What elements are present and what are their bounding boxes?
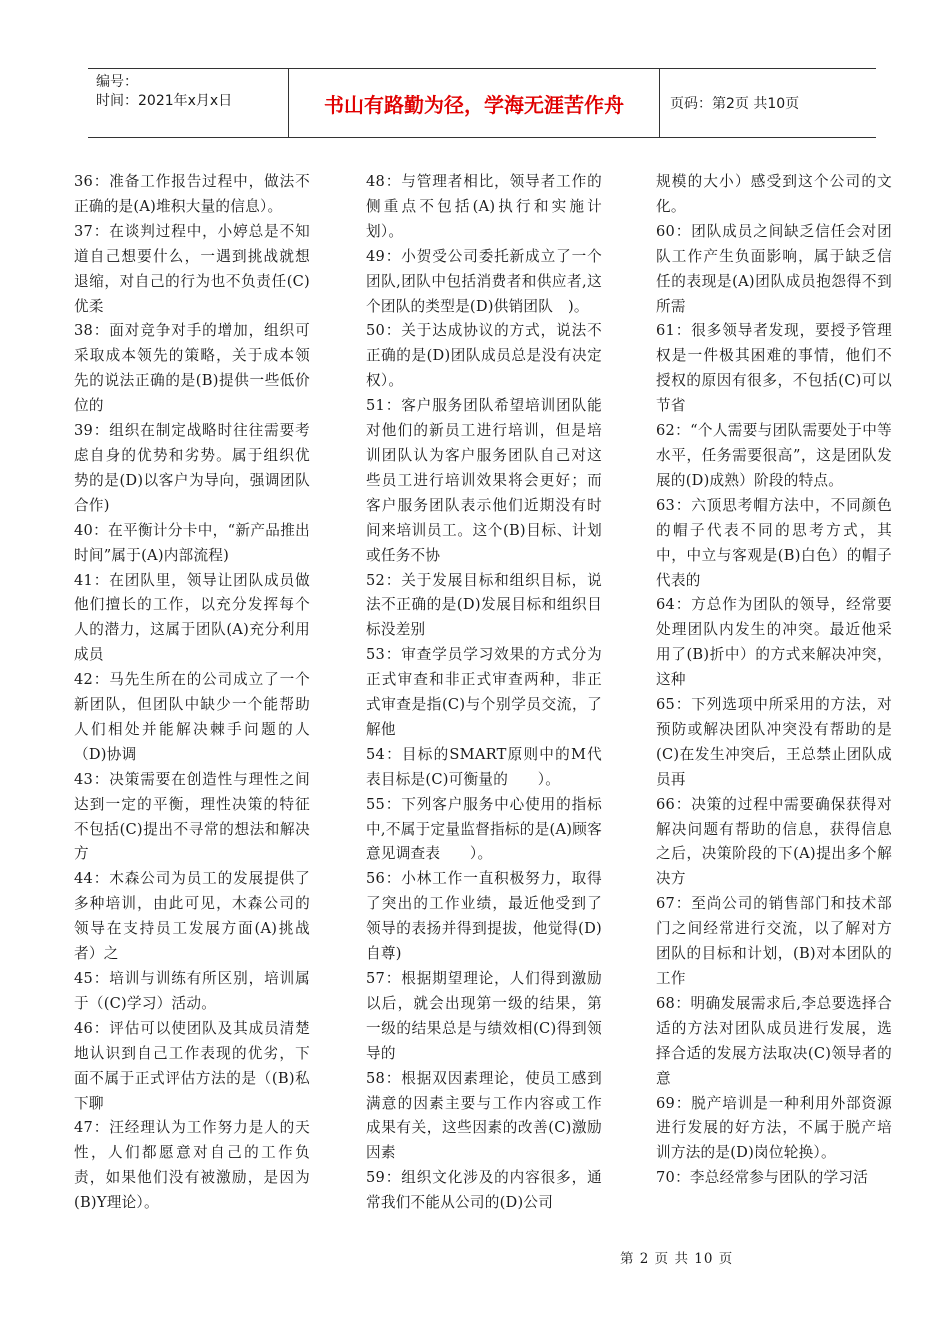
text-column-3 bbox=[656, 170, 892, 1191]
question-item: 69：脱产培训是一种利用外部资源进行发展的好方法，不属于脱产培训方法的是(D)岗位轮换）。 bbox=[656, 1094, 892, 1162]
question-item: 68：明确发展需求后,李总要选择合适的方法对团队成员进行发展，选择合适的发展方法取决(C)领导者的意 bbox=[656, 994, 892, 1087]
question-item: 36：准备工作报告过程中，做法不正确的是(A)堆积大量的信息）。 bbox=[74, 173, 310, 215]
question-item: 62：“个人需要与团队需要处于中等水平，任务需要很高”，这是团队发展的(D)成熟）阶段的特点。 bbox=[656, 422, 892, 489]
question-item: 56：小林工作一直积极努力，取得了突出的工作业绩，最近他受到了领导的表扬并得到提拔，他觉得(D)自尊) bbox=[366, 870, 602, 963]
question-item: 43：决策需要在创造性与理性之间达到一定的平衡，理性决策的特征不包括(C)提出不寻常的想法和解决方 bbox=[74, 770, 310, 863]
question-item: 47：汪经理认为工作努力是人的天性，人们都愿意对自己的工作负责，如果他们没有被激励，是因为(B)Y理论）。 bbox=[74, 1119, 310, 1212]
question-item: 54：目标的SMART原则中的M代表目标是(C)可衡量的 ）。 bbox=[366, 745, 602, 788]
document-number-label: 编号： bbox=[96, 74, 138, 90]
question-item: 48：与管理者相比，领导者工作的侧重点不包括(A)执行和实施计划）。 bbox=[366, 173, 602, 240]
question-item: 38：面对竞争对手的增加，组织可采取成本领先的策略，关于成本领先的说法正确的是(B)提供一些低价位的 bbox=[74, 322, 310, 415]
question-item: 66：决策的过程中需要确保获得对解决问题有帮助的信息，获得信息之后，决策阶段的下(A)提出多个解决方 bbox=[656, 795, 892, 888]
question-item: 51：客户服务团队希望培训团队能对他们的新员工进行培训，但是培训团队认为客户服务团队自己对这些员工进行培训效果将会更好；而客户服务团队表示他们近期没有时间来培训员工。这个(B)目标、计划或任务不协 bbox=[366, 397, 602, 564]
question-item: 46：评估可以使团队及其成员清楚地认识到自己工作表现的优劣，下面不属于正式评估方法的是（(B)私下聊 bbox=[74, 1019, 310, 1112]
question-item: 70：李总经常参与团队的学习活 bbox=[656, 1169, 869, 1187]
question-item: 57：根据期望理论，人们得到激励以后，就会出现第一级的结果，第一级的结果总是与绩效相(C)得到领导的 bbox=[366, 970, 602, 1062]
text-column-2 bbox=[366, 170, 602, 1216]
question-item: 50：关于达成协议的方式，说法不正确的是(D)团队成员总是没有决定权）。 bbox=[366, 322, 602, 390]
question-item: 规模的大小）感受到这个公司的文化。 bbox=[656, 173, 892, 215]
question-item: 55：下列客户服务中心使用的指标中,不属于定量监督指标的是(A)顾客意见调查表 ）。 bbox=[366, 795, 602, 863]
question-item: 44：木森公司为员工的发展提供了多种培训，由此可见，木森公司的领导在支持员工发展方面(A)挑战者）之 bbox=[74, 870, 310, 963]
question-item: 39：组织在制定战略时往往需要考虑自身的优势和劣势。属于组织优势的是(D)以客户为导向，强调团队合作) bbox=[74, 422, 310, 514]
question-item: 64：方总作为团队的领导，经常要处理团队内发生的冲突。最近他采用了(B)折中）的方式来解决冲突，这种 bbox=[656, 596, 892, 689]
question-item: 61：很多领导者发现，要授予管理权是一件极其困难的事情，他们不授权的原因有很多，不包括(C)可以节省 bbox=[656, 322, 892, 415]
question-item: 65：下列选项中所采用的方法，对预防或解决团队冲突没有帮助的是(C)在发生冲突后，王总禁止团队成员再 bbox=[656, 696, 892, 788]
question-item: 52：关于发展目标和组织目标，说法不正确的是(D)发展目标和组织目标没差别 bbox=[366, 571, 602, 639]
question-item: 67：至尚公司的销售部门和技术部门之间经常进行交流，以了解对方团队的目标和计划，(B)对本团队的工作 bbox=[656, 895, 892, 987]
question-item: 45：培训与训练有所区别，培训属于（(C)学习）活动。 bbox=[74, 970, 310, 1012]
question-item: 58：根据双因素理论，使员工感到满意的因素主要与工作内容或工作成果有关，这些因素的改善(C)激励因素 bbox=[366, 1069, 602, 1162]
question-item: 40：在平衡计分卡中，“新产品推出时间”属于(A)内部流程) bbox=[74, 521, 310, 564]
question-item: 63：六顶思考帽方法中，不同颜色的帽子代表不同的思考方式，其中，中立与客观是(B)白色）的帽子代表的 bbox=[656, 496, 892, 589]
page-footer-number: 第 2 页 共 10 页 bbox=[620, 1251, 734, 1267]
question-item: 53：审查学员学习效果的方式分为正式审查和非正式审查两种，非正式审查是指(C)与个别学员交流，了解他 bbox=[366, 646, 602, 738]
header-motto: 书山有路勤为径，学海无涯苦作舟 bbox=[288, 69, 660, 137]
question-item: 37：在谈判过程中，小婷总是不知道自己想要什么，一遇到挑战就想退缩，对自己的行为也不负责任(C)优柔 bbox=[74, 222, 310, 315]
header-info-cell bbox=[88, 69, 288, 137]
question-item: 41：在团队里，领导让团队成员做他们擅长的工作，以充分发挥每个人的潜力，这属于团队(A)充分利用成员 bbox=[74, 571, 310, 664]
document-time-label: 时间：2021年x月x日 bbox=[96, 93, 233, 109]
question-item: 59：组织文化涉及的内容很多，通常我们不能从公司的(D)公司 bbox=[366, 1169, 602, 1212]
question-item: 60：团队成员之间缺乏信任会对团队工作产生负面影响，属于缺乏信任的表现是(A)团队成员抱怨得不到所需 bbox=[656, 222, 892, 315]
header-page-info: 页码：第2页 共10页 bbox=[670, 96, 800, 112]
question-item: 42：马先生所在的公司成立了一个新团队，但团队中缺少一个能帮助人们相处并能解决棘手问题的人（D)协调 bbox=[74, 671, 310, 763]
page-header bbox=[88, 68, 876, 138]
question-item: 49：小贺受公司委托新成立了一个团队,团队中包括消费者和供应者,这个团队的类型是(D)供销团队 )。 bbox=[366, 247, 602, 315]
text-column-1 bbox=[74, 170, 310, 1216]
